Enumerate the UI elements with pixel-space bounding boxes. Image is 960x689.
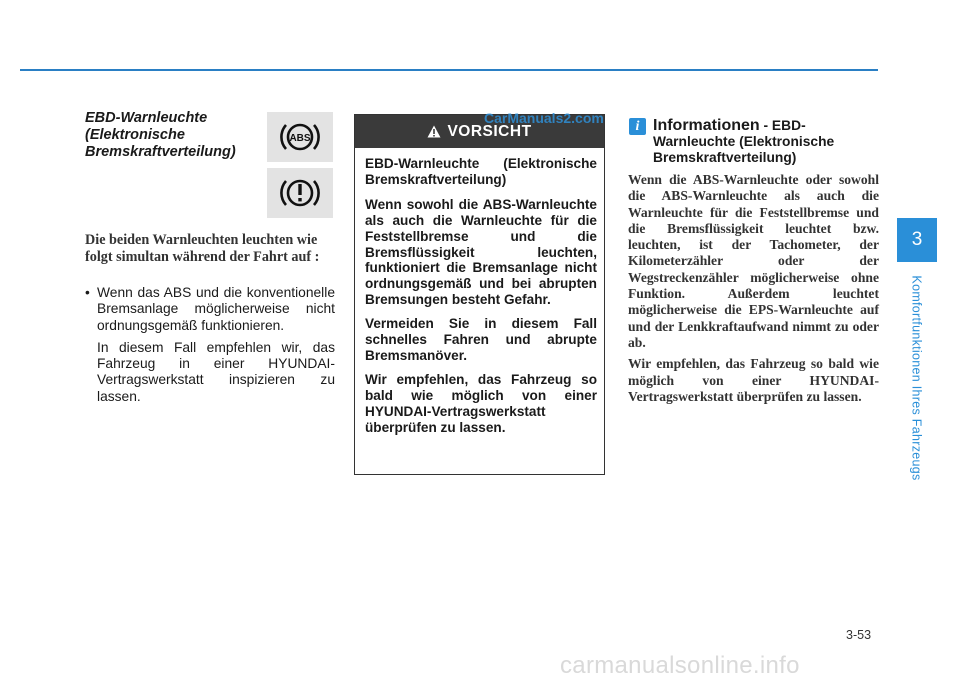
info-icon: i	[629, 118, 646, 135]
abs-warning-icon	[267, 112, 333, 162]
section-subhead: Die beiden Warnleuchten leuchten wie folgt simultan während der Fahrt auf :	[85, 232, 320, 265]
caution-header-label: VORSICHT	[447, 122, 532, 140]
bullet-list	[85, 285, 335, 405]
footer-watermark[interactable]: carmanualsonline.info	[560, 652, 800, 679]
chapter-tab[interactable]: 3	[897, 218, 937, 262]
caution-paragraph-1: Wenn sowohl die ABS-Warnleuchte als auch die Warnleuchte für die Feststellbremse und die Bremsflüssigkeit leuchten, funktioniert die Bremsanlage nicht ordnungsgemäß und bei abrupten Bremsungen besteht Gefahr.	[365, 196, 597, 308]
caution-paragraph-3: Wir empfehlen, das Fahrzeug so bald wie möglich von einer HYUNDAI-Vertragswerkstatt überprüfen zu lassen.	[365, 371, 597, 435]
top-divider	[20, 69, 878, 71]
info-title-rest: - EBD-Warnleuchte (Elektronische Bremskraftverteilung)	[653, 118, 835, 165]
section-title: EBD-Warnleuchte (Elektronische Bremskraftverteilung)	[85, 110, 236, 160]
warning-triangle-icon	[427, 125, 441, 138]
chapter-label-text: Komfortfunktionen Ihres Fahrzeugs	[910, 275, 925, 481]
info-body	[628, 172, 879, 410]
site-watermark: CarManuals2.com	[484, 110, 604, 126]
caution-box	[354, 114, 605, 475]
info-title	[653, 118, 879, 166]
info-paragraph-2: Wir empfehlen, das Fahrzeug so bald wie möglich von einer HYUNDAI-Vertragswerkstatt überprüfen zu lassen.	[628, 356, 879, 404]
info-paragraph-1: Wenn die ABS-Warnleuchte oder sowohl die ABS-Warnleuchte als auch die Warnleuchte für die Feststellbremse und die Bremsflüssigkeit leuchtet bzw. leuchten, ist der Tachometer, der Kilometerzähler oder der Wegstreckenzähler möglicherweise ohne Funktion. Außerdem leuchtet möglicherweise die EPS-Warnleuchte auf und der Lenkkraftaufwand nimmt zu oder ab.	[628, 172, 879, 350]
brake-warning-icon	[267, 168, 333, 218]
caution-paragraph-2: Vermeiden Sie in diesem Fall schnelles Fahren und abrupte Bremsmanöver.	[365, 316, 597, 363]
abs-icon-text: ABS	[289, 133, 311, 144]
chapter-label	[897, 268, 937, 488]
info-title-main: Informationen	[653, 117, 760, 134]
page-number: 3-53	[846, 628, 872, 642]
caution-body	[355, 148, 604, 436]
bullet-text: Wenn das ABS und die konventionelle Bremsanlage möglicherweise nicht ordnungsgemäß funktionieren.	[97, 285, 335, 333]
bullet-followup: In diesem Fall empfehlen wir, das Fahrzeug in einer HYUNDAI-Vertragswerkstatt inspizieren zu lassen.	[97, 339, 335, 404]
caution-title: EBD-Warnleuchte (Elektronische Bremskraftverteilung)	[365, 156, 597, 187]
info-header	[629, 118, 879, 166]
list-item	[85, 285, 335, 334]
bullet-dot: •	[85, 285, 90, 300]
